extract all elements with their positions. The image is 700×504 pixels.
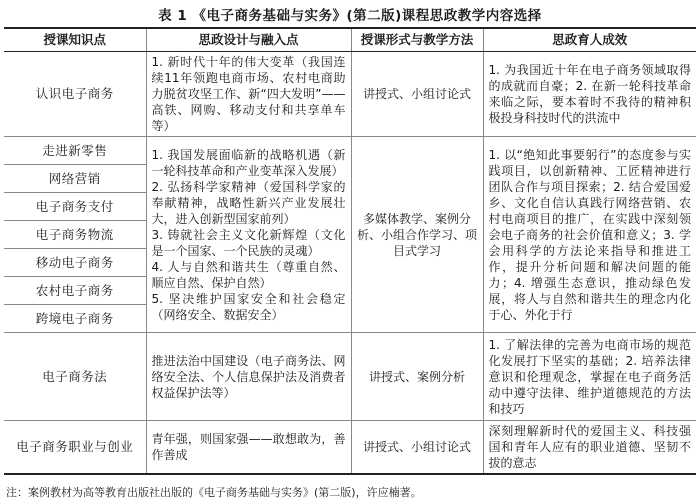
header-effect: 思政育人成效 [483, 28, 696, 52]
header-method: 授课形式与教学方法 [351, 28, 483, 52]
effect-cell: 1. 了解法律的完善为电商市场的规范化发展打下坚实的基础；2. 培养法律意识和伦理观念，掌握在电子商务活动中遵守法律、维护道德规范的方法和技巧 [483, 333, 696, 421]
design-point: 5. 坚决维护国家安全和社会稳定（网络安全、数据安全） [151, 291, 346, 322]
table-row [4, 421, 696, 475]
method-cell: 多媒体教学、案例分析、小组合作学习、项目式学习 [351, 137, 483, 333]
knowledge-cell: 移动电子商务 [4, 249, 146, 277]
knowledge-cell: 农村电子商务 [4, 277, 146, 305]
knowledge-cell: 认识电子商务 [4, 52, 146, 137]
design-cell: 青年强，则国家强——敢想敢为，善作善成 [146, 421, 351, 475]
method-cell: 讲授式、小组讨论式 [351, 421, 483, 475]
knowledge-cell: 电子商务职业与创业 [4, 421, 146, 475]
table-row [4, 333, 696, 421]
header-design: 思政设计与融入点 [146, 28, 351, 52]
effect-cell: 深刻理解新时代的爱国主义、科技强国和青年人应有的职业道德、坚韧不拔的意志 [483, 421, 696, 475]
method-cell: 讲授式、小组讨论式 [351, 52, 483, 137]
knowledge-cell: 网络营销 [4, 165, 146, 193]
knowledge-cell: 电子商务物流 [4, 221, 146, 249]
knowledge-cell: 电子商务法 [4, 333, 146, 421]
table-row [4, 52, 696, 137]
design-point: 1. 我国发展面临新的战略机遇（新一轮科技革命和产业变革深入发展） [151, 147, 346, 178]
effect-cell: 1. 以“绝知此事要躬行”的态度参与实践项目，以创新精神、工匠精神进行团队合作与项目探索；2. 结合爱国爱乡、文化自信认真践行网络营销、农村电商项目的推广，在实践中深刻领会电子商务的社会价值和意义；3. 学会用科学的方法论来指导和推进工作，提升分析问题和解决问题的能力；4. 增强生态意识，推动绿色发展，将人与自然和谐共生的理念内化于心、外化于行 [483, 137, 696, 333]
header-row [4, 28, 696, 52]
knowledge-cell: 跨境电子商务 [4, 305, 146, 333]
design-cell: 1. 新时代十年的伟大变革（我国连续11年领跑电商市场、农村电商助力脱贫攻坚工作、新“四大发明”——高铁、网购、移动支付和共享单车等） [146, 52, 351, 137]
design-point: 4. 人与自然和谐共生（尊重自然、顺应自然、保护自然） [151, 259, 346, 290]
table-caption: 表 1 《电子商务基础与实务》(第二版)课程思政教学内容选择 [158, 8, 542, 24]
design-point: 3. 铸就社会主义文化新辉煌（文化是一个国家、一个民族的灵魂） [151, 227, 346, 258]
header-knowledge: 授课知识点 [4, 28, 146, 52]
knowledge-cell: 电子商务支付 [4, 193, 146, 221]
knowledge-cell: 走进新零售 [4, 137, 146, 165]
effect-cell: 1. 为我国近十年在电子商务领域取得的成就而自豪；2. 在新一轮科技革命来临之际，要本着时不我待的精神积极投身科技时代的洪流中 [483, 52, 696, 137]
content-table [4, 27, 696, 475]
method-cell: 讲授式、案例分析 [351, 333, 483, 421]
design-point: 2. 弘扬科学家精神（爱国科学家的奉献精神，战略性新兴产业发展壮大，进入创新型国家前列） [151, 179, 346, 226]
table-row [4, 137, 696, 165]
table-footnote: 注：案例教材为高等教育出版社出版的《电子商务基础与实务》(第二版)，许应楠著。 [6, 486, 422, 499]
design-cell [146, 137, 351, 333]
design-cell: 推进法治中国建设（电子商务法、网络安全法、个人信息保护法及消费者权益保护法等） [146, 333, 351, 421]
